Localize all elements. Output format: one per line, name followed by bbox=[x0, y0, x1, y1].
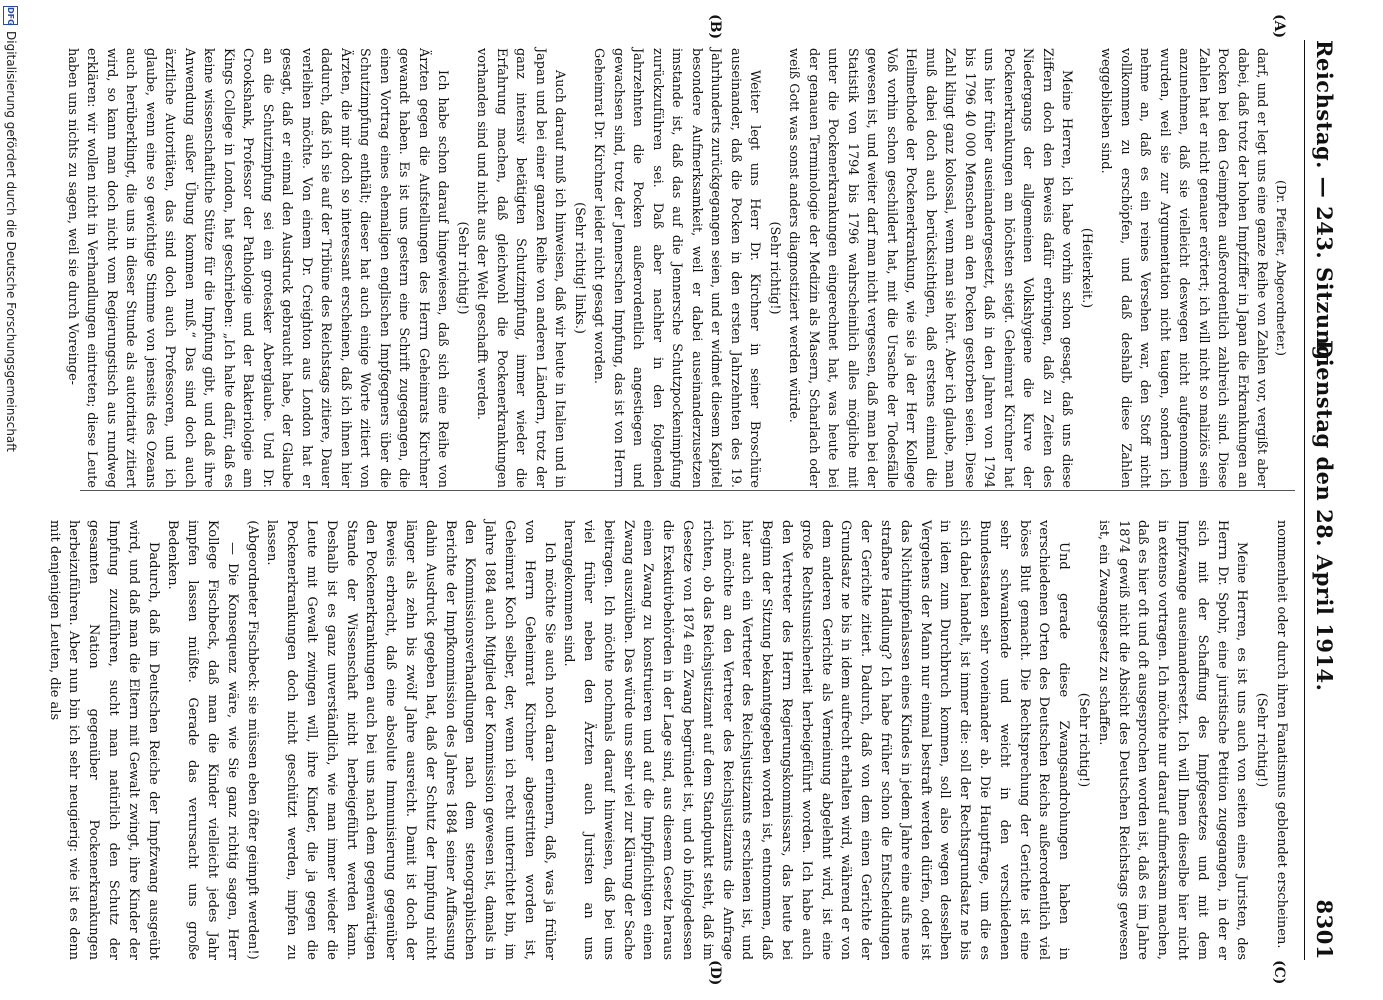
column-divider bbox=[80, 490, 1295, 491]
right-column-paragraph: Meine Herren, es ist uns auch von seiten eines Juristen, des Herrn Dr. Spohr, eine juristische Petition zugegangen, in der er sich mit der Schaffung des Impfgesetzes und mit dem Impfzwange auseinandersetzt. Ich will Ihnen dieselbe hier nicht in extenso vortragen. Ich möchte nur darauf aufmerksam machen, daß es hier oft und oft ausgesprochen worden ist, daß es im Jahre 1874 gewiß nicht die Absicht des Deutschen Reichstags gewesen ist, ein Zwangsgesetz zu schaffen. bbox=[1095, 520, 1250, 960]
margin-marker-a: (A) bbox=[1271, 14, 1287, 39]
margin-marker-d: (D) bbox=[707, 960, 723, 986]
footer bbox=[2, 0, 20, 1000]
dfg-logo-icon: DFG bbox=[4, 6, 19, 25]
right-column-paragraph: (Sehr richtig!) bbox=[1254, 692, 1270, 788]
left-column-paragraph: (Sehr richtig!) bbox=[455, 221, 470, 315]
left-column-paragraph: Ich habe schon darauf hingewiesen, daß sich eine Reihe von Ärzten gegen die Aufstellungen des Herrn Geheimrats Kirchner gewandt haben. Es ist uns gestern eine Schrift zugegangen, die einen Vortrag eines ehemaligen englischen Impfgegners über die Schutzimpfung enthält; dieser hat auch einige Worte zitiert von Ärzten, die mir doch so interessant erscheinen, daß ich ihnen hier dadurch, daß ich sie auf der Tribüne des Reichstags zitiere, Dauer verleihen möchte. Von einem Dr. Creighton aus London hat er gesagt, daß er einmal den Ausdruck gebraucht habe, der Glaube an die Schutzimpfung sei ein grotesker Aberglaube. Und Dr. Crookshank, Professor der Pathologie und der Bakteriologie am Kings College in London, hat geschrieben: „Ich halte dafür, daß es keine wissenschaftliche Stütze für die Impfung gibt, und daß ihre Anwendung außer Übung kommen muß.“ Das sind doch auch ärztliche Autoritäten, das sind doch auch Professoren, und ich glaube, wenn eine so gewichtige Stimme von jenseits des Ozeans auch herüberklingt, die uns in dieser Stunde als autoritativ zitiert wird, so kann man doch nicht vom Regierungstisch aus rundweg erklären: wir wollen nicht in Verhandlungen eintreten; diese Leute haben uns nichts zu sagen, weil sie durch Voreinge- bbox=[65, 48, 451, 488]
header-left: Reichstag. — 243. Sitzung. bbox=[1312, 40, 1338, 369]
left-column bbox=[63, 48, 1292, 488]
left-column-paragraph: (Heiterkeit.) bbox=[1079, 227, 1094, 309]
margin-marker-b: (B) bbox=[707, 14, 723, 40]
left-column-paragraph: Meine Herren, ich habe vorhin schon gesagt, daß uns diese Ziffern doch den Beweis dafür erbringen, daß zu Zeiten des Niedergangs der allgemeinen Volkshygiene die Kurve der Pockenerkrankungen am höchsten steigt. Geheimrat Kirchner hat uns hier früher auseinandergesetzt, daß in den Jahren von 1794 bis 1796 40 000 Menschen an den Pocken gestorben seien. Diese Zahl klingt ganz kolossal, wenn man sie hört. Aber ich glaube, man muß dabei doch auch berücksichtigen, daß erstens einmal die Heilmethode der Pockenerkrankung, wie sie ja der Herr Kollege Voß vorhin schon geschildert hat, mit die Ursache der Todesfälle gewesen ist, und weiter darf man nicht vergessen, daß man bei der Statistik von 1794 bis 1796 wahrscheinlich alles mögliche mit unter die Pockenerkrankungen eingerechnet hat, was heute bei der genauen Terminologie der Medizin als Masern, Scharlach oder weiß Gott was sonst anders diagnostiziert werden würde. bbox=[786, 48, 1075, 488]
right-column-paragraph: (Abgeordneter Fischbeck: sie müssen eben öfter geimpft werden!) bbox=[244, 520, 260, 960]
left-column-paragraph: (Dr. Pfeiffer, Abgeordneter.) bbox=[1274, 180, 1289, 356]
page-header bbox=[1304, 40, 1345, 960]
right-column bbox=[44, 520, 1291, 960]
margin-marker-c: (C) bbox=[1271, 960, 1287, 985]
right-column-paragraph: nommenheit oder durch ihren Fanatismus geblendet erscheinen. bbox=[1274, 520, 1289, 949]
footer-text: Digitalisierung gefördert durch die Deutsche Forschungsgemeinschaft bbox=[4, 31, 18, 453]
right-column-paragraph: Dadurch, daß im Deutschen Reiche der Impfzwang ausgeübt wird, und daß man die Eltern mit Gewalt zwingt, ihre Kinder der Impfung zuzuführen, sucht man natürlich den Schutz der gesamten Nation gegenüber Pockenerkrankungen herbeizuführen. Aber nun bin ich sehr neugierig: wie ist es denn mit denjenigen Leuten, die als bbox=[46, 520, 161, 960]
left-column-paragraph: Auch darauf muß ich hinweisen, daß wir heute in Italien und in Japan und bei einer ganzen Reihe von anderen Ländern, trotz der ganz intensiv betätigten Schutzimpfung, immer wieder die Erfahrung machen, daß gleichwohl die Pockenerkrankungen vorhanden sind und nicht aus der Welt geschafft werden. bbox=[474, 48, 568, 488]
right-column-paragraph: (Sehr richtig!) bbox=[1076, 692, 1092, 788]
right-column-paragraph: Und gerade diese Zwangsandrohungen haben in verschiedenen Orten des Deutschen Reichs außerordentlich viel böses Blut gemacht. Die Rechtsprechung der Gerichte ist eine sehr schwankende und weicht in den verschiedenen Bundesstaaten sehr voneinander ab. Die Hauptfrage, um die es sich dabei handelt, ist immer die: soll der Rechtsgrundsatz ne bis in idem zum Durchbruch kommen, soll also wegen desselben Vergehens der Mann nur einmal bestraft werden dürfen, oder ist das Nichtimpfenlassen eines Kindes in jedem Jahre eine aufs neue strafbare Handlung? Ich habe früher schon die Entscheidungen der Gerichte zitiert. Dadurch, daß von dem einen Gerichte der Grundsatz ne bis in idem aufrecht erhalten wird, während er von dem anderen Gerichte als Verneinung abgelehnt wird, ist eine große Rechtsunsicherheit herbeigeführt worden. Ich habe auch den Vertreter des Herrn Regierungskommissars, das heute bei Beginn der Sitzung bekanntgegeben worden ist, entnommen, daß hier auch ein Vertreter des Reichsjustizamts erschienen ist, und ich möchte an den Vertreter des Reichsjustizamts die Anfrage richten, ob das Reichsjustizamt auf dem Standpunkt steht, daß im Gesetze von 1874 ein Zwang begründet ist, und ob infolgedessen die Exekutivbehörden in der Lage sind, aus diesem Gesetz heraus einen Zwang zu konstruieren und auf die Impfpflichtigen einen Zwang auszuüben. Das würde uns sehr viel zur Klärung der Sache beitragen. Ich möchte nochmals darauf hinweisen, daß bei uns viel früher neben den Ärzten auch Juristen an uns herangekommen sind. bbox=[561, 520, 1072, 960]
left-column-paragraph: (Sehr richtig! links.) bbox=[572, 202, 587, 334]
right-column-paragraph: Ich möchte Sie auch noch daran erinnern, daß, was ja früher von Herrn Geheimrat Kirchner abgestritten worden ist, Geheimrat Koch selber, der, wenn ich recht unterrichtet bin, im Jahre 1884 auch Mitglied der Kommission gewesen ist, damals in den Kommissionsverhandlungen nach dem stenographischen Berichte der Impfkommission des Jahres 1884 seiner Auffassung dahin Ausdruck gegeben hat, daß der Schutz der Impfung nicht länger als zehn bis zwölf Jahre ausreicht. Damit ist doch der Beweis erbracht, daß eine absolute Immunisierung gegenüber den Pockenerkrankungen auch bei uns nach dem gegenwärtigen Stande der Wissenschaft nicht herbeigeführt werden kann. Deshalb ist es ganz unverständlich, wie man immer wieder die Leute mit Gewalt zwingen will, ihre Kinder, die ja gegen die Pockenerkrankungen doch nicht geschützt werden, impfen zu lassen. bbox=[264, 520, 557, 960]
left-column-paragraph: (Sehr richtig!) bbox=[767, 221, 782, 315]
right-column-paragraph: — Die Konsequenz wäre, wie Sie ganz richtig sagen, Herr Kollege Fischbeck, daß man die Kinder vielleicht jedes Jahr impfen lassen müßte. Gerade das verursacht uns große Bedenken. bbox=[165, 520, 240, 960]
page-number: 8301 bbox=[1312, 899, 1338, 960]
left-column-paragraph: darf, und er legt uns eine ganze Reihe von Zahlen vor, vergißt aber dabei, daß trotz der hohen Impfziffer in Japan die Erkrankungen an Pocken bei den Geimpften außerordentlich zahlreich sind. Diese Zahlen hat er nicht genauer erörtert; ich will nicht so maliziös sein anzunehmen, daß sie vielleicht deswegen nicht aufgenommen wurden, weil sie zur Argumentation nicht taugen, sondern ich nehme an, daß es ein reines Versehen war, den Stoff nicht vollkommen zu erschöpfen, und daß deshalb diese Zahlen weggeblieben sind. bbox=[1098, 48, 1270, 488]
left-column-paragraph: Weiter legt uns Herr Dr. Kirchner in seiner Broschüre auseinander, daß die Pocken in den ersten Jahrzehnten des 19. Jahrhunderts zurückgegangen seien, und er widmet diesem Kapitel besondere Aufmerksamkeit, weil er dabei auseinanderzusetzen imstande ist, daß das auf die Jennersche Schutzpockenimpfung zurückzuführen sei. Daß aber nachher in den folgenden Jahrzehnten die Pocken außerordentlich angestiegen und gewachsen sind, trotz der Jennerschen Impfung, das ist von Herrn Geheimrat Dr. Kirchner leider nicht gesagt worden. bbox=[591, 48, 763, 488]
header-center: Dienstag den 28. April 1914. bbox=[1312, 340, 1338, 692]
